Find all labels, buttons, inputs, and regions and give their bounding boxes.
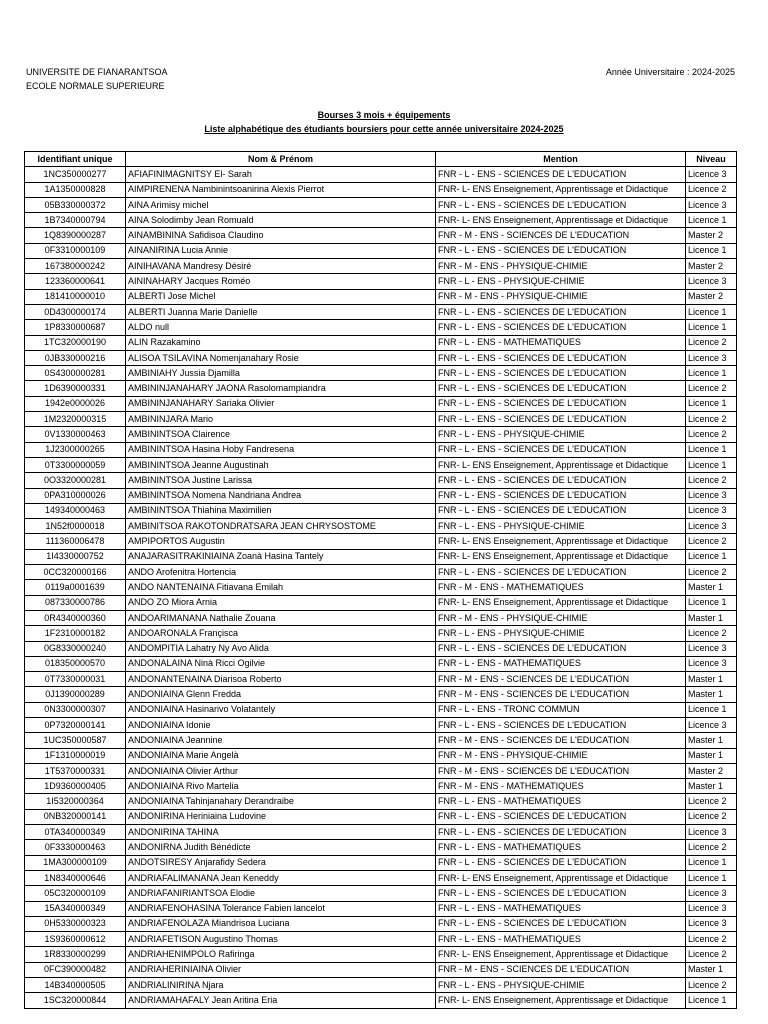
cell-id: 1I5320000364 (25, 794, 126, 809)
cell-level: Licence 1 (686, 855, 737, 870)
cell-level: Licence 2 (686, 427, 737, 442)
col-header-mention: Mention (436, 152, 686, 167)
cell-id: 15A340000349 (25, 901, 126, 916)
cell-name: AINIHAVANA Mandresy Désiré (126, 259, 436, 274)
cell-name: AMBININJANAHARY JAONA Rasolomampiandra (126, 381, 436, 396)
cell-id: 1F1310000019 (25, 748, 126, 763)
cell-id: 0O3320000281 (25, 473, 126, 488)
cell-mention: FNR - L - ENS - MATHEMATIQUES (436, 932, 686, 947)
col-header-id: Identifiant unique (25, 152, 126, 167)
cell-id: 0V1330000463 (25, 427, 126, 442)
table-row (25, 656, 737, 671)
table-row (25, 396, 737, 411)
cell-id: 0D4300000174 (25, 304, 126, 319)
cell-level: Licence 2 (686, 412, 737, 427)
cell-level: Master 2 (686, 289, 737, 304)
table-row (25, 702, 737, 717)
cell-mention: FNR - L - ENS - SCIENCES DE L'EDUCATION (436, 488, 686, 503)
cell-level: Licence 1 (686, 442, 737, 457)
table-row (25, 457, 737, 472)
cell-id: 1UC350000587 (25, 733, 126, 748)
table-row (25, 763, 737, 778)
table-row (25, 274, 737, 289)
cell-name: ANDONIAINA Rivo Martelia (126, 779, 436, 794)
cell-id: 14B340000505 (25, 978, 126, 993)
table-row (25, 412, 737, 427)
cell-mention: FNR - L - ENS - SCIENCES DE L'EDUCATION (436, 886, 686, 901)
cell-name: ANDONANTENAINA Diarisoa Roberto (126, 672, 436, 687)
cell-name: ANDRIAHERINIAINA Olivier (126, 962, 436, 977)
cell-level: Licence 3 (686, 519, 737, 534)
cell-mention: FNR - M - ENS - SCIENCES DE L'EDUCATION (436, 687, 686, 702)
cell-mention: FNR - L - ENS - SCIENCES DE L'EDUCATION (436, 809, 686, 824)
cell-mention: FNR - L - ENS - SCIENCES DE L'EDUCATION (436, 243, 686, 258)
table-row (25, 304, 737, 319)
table-row (25, 825, 737, 840)
cell-level: Master 2 (686, 763, 737, 778)
cell-id: 0H5330000323 (25, 916, 126, 931)
cell-mention: FNR - L - ENS - SCIENCES DE L'EDUCATION (436, 473, 686, 488)
cell-level: Licence 1 (686, 457, 737, 472)
cell-name: AMBININTSOA Hasina Hoby Fandresena (126, 442, 436, 457)
cell-mention: FNR - M - ENS - MATHEMATIQUES (436, 779, 686, 794)
cell-id: 1D9360000405 (25, 779, 126, 794)
cell-name: AMBININJARA Mario (126, 412, 436, 427)
cell-id: 123360000641 (25, 274, 126, 289)
cell-name: ANDRIAFALIMANANA Jean Keneddy (126, 870, 436, 885)
cell-id: 0PA310000026 (25, 488, 126, 503)
cell-level: Licence 2 (686, 626, 737, 641)
institution-header (26, 65, 168, 93)
cell-id: 0R4340000360 (25, 610, 126, 625)
cell-name: ALIN Razakamino (126, 335, 436, 350)
cell-name: ANDONALAINA Ninà Ricci Ogilvie (126, 656, 436, 671)
cell-mention: FNR - L - ENS - MATHEMATIQUES (436, 335, 686, 350)
cell-id: 0FC390000482 (25, 962, 126, 977)
table-row (25, 870, 737, 885)
cell-mention: FNR - L - ENS - MATHEMATIQUES (436, 794, 686, 809)
cell-name: ALBERTI Jose Michel (126, 289, 436, 304)
cell-id: 05C320000109 (25, 886, 126, 901)
table-row (25, 978, 737, 993)
table-row (25, 672, 737, 687)
cell-mention: FNR - L - ENS - SCIENCES DE L'EDUCATION (436, 717, 686, 732)
cell-name: ANDONIAINA Marie Angelà (126, 748, 436, 763)
cell-mention: FNR- L- ENS Enseignement, Apprentissage et Didactique (436, 870, 686, 885)
university-name: UNIVERSITE DE FIANARANTSOA (26, 67, 168, 77)
cell-id: 149340000463 (25, 503, 126, 518)
cell-mention: FNR - L - ENS - PHYSIQUE-CHIMIE (436, 626, 686, 641)
cell-id: 1A1350000828 (25, 182, 126, 197)
cell-id: 1TC320000190 (25, 335, 126, 350)
cell-level: Licence 1 (686, 213, 737, 228)
table-header-row (25, 152, 737, 167)
cell-level: Licence 2 (686, 534, 737, 549)
cell-name: ANDOARIMANANA Nathalie Zouana (126, 610, 436, 625)
cell-mention: FNR - L - ENS - SCIENCES DE L'EDUCATION (436, 320, 686, 335)
cell-id: 1M2320000315 (25, 412, 126, 427)
table-row (25, 993, 737, 1008)
cell-name: ANDO Arofenitra Hortencia (126, 565, 436, 580)
table-row (25, 687, 737, 702)
cell-id: 1Q8390000287 (25, 228, 126, 243)
cell-name: ANDONIAINA Hasinarivo Volatantely (126, 702, 436, 717)
title-line-2: Liste alphabétique des étudiants boursiers pour cette année universitaire 2024-2025 (204, 124, 564, 134)
cell-id: 0F3330000463 (25, 840, 126, 855)
cell-id: 1R8330000299 (25, 947, 126, 962)
cell-name: ANDRIAFETISON Augustino Thomas (126, 932, 436, 947)
cell-mention: FNR- L- ENS Enseignement, Apprentissage et Didactique (436, 549, 686, 564)
table-row (25, 427, 737, 442)
cell-level: Licence 2 (686, 794, 737, 809)
cell-level: Licence 3 (686, 350, 737, 365)
cell-name: ALBERTI Juanna Marie Danielle (126, 304, 436, 319)
cell-id: 1B7340000794 (25, 213, 126, 228)
cell-level: Licence 2 (686, 381, 737, 396)
cell-level: Licence 3 (686, 886, 737, 901)
cell-level: Master 1 (686, 962, 737, 977)
cell-mention: FNR - L - ENS - SCIENCES DE L'EDUCATION (436, 641, 686, 656)
cell-id: 1SC320000844 (25, 993, 126, 1008)
cell-id: 1942e0000026 (25, 396, 126, 411)
cell-name: ANDONIAINA Tahinjanahary Derandraibe (126, 794, 436, 809)
cell-id: 0G8330000240 (25, 641, 126, 656)
table-row (25, 610, 737, 625)
cell-id: 0TA340000349 (25, 825, 126, 840)
cell-id: 0T7330000031 (25, 672, 126, 687)
cell-id: 167380000242 (25, 259, 126, 274)
cell-name: ANDRIAFENOLAZA Miandrisoa Luciana (126, 916, 436, 931)
cell-level: Licence 1 (686, 595, 737, 610)
cell-id: 1F2310000182 (25, 626, 126, 641)
cell-mention: FNR - L - ENS - PHYSIQUE-CHIMIE (436, 519, 686, 534)
cell-level: Licence 1 (686, 549, 737, 564)
cell-level: Licence 2 (686, 978, 737, 993)
cell-level: Licence 2 (686, 473, 737, 488)
table-row (25, 366, 737, 381)
academic-year: Année Universitaire : 2024-2025 (605, 67, 735, 77)
cell-name: AINANIRINA Lucia Annie (126, 243, 436, 258)
cell-mention: FNR- L- ENS Enseignement, Apprentissage et Didactique (436, 457, 686, 472)
cell-id: 1NC350000277 (25, 167, 126, 182)
table-row (25, 549, 737, 564)
cell-name: AMPIPORTOS Augustin (126, 534, 436, 549)
cell-id: 0S4300000281 (25, 366, 126, 381)
table-row (25, 626, 737, 641)
cell-mention: FNR - M - ENS - PHYSIQUE-CHIMIE (436, 289, 686, 304)
cell-name: AMBININTSOA Nomena Nandriana Andrea (126, 488, 436, 503)
table-row (25, 641, 737, 656)
cell-name: ANDONIAINA Olivier Arthur (126, 763, 436, 778)
cell-name: AMBININJANAHARY Sariaka Olivier (126, 396, 436, 411)
cell-mention: FNR - L - ENS - SCIENCES DE L'EDUCATION (436, 565, 686, 580)
cell-mention: FNR - M - ENS - PHYSIQUE-CHIMIE (436, 748, 686, 763)
cell-name: ANDO NANTENAINA Fitiavana Emilah (126, 580, 436, 595)
cell-id: 0CC320000166 (25, 565, 126, 580)
cell-level: Licence 2 (686, 932, 737, 947)
col-header-name: Nom & Prénom (126, 152, 436, 167)
cell-level: Master 2 (686, 228, 737, 243)
table-row (25, 488, 737, 503)
cell-mention: FNR - L - ENS - SCIENCES DE L'EDUCATION (436, 396, 686, 411)
cell-level: Master 1 (686, 687, 737, 702)
cell-name: ANDOARONALA Françisca (126, 626, 436, 641)
cell-level: Master 1 (686, 733, 737, 748)
cell-level: Licence 3 (686, 503, 737, 518)
cell-mention: FNR - L - ENS - MATHEMATIQUES (436, 656, 686, 671)
table-row (25, 809, 737, 824)
cell-level: Licence 2 (686, 840, 737, 855)
table-row (25, 350, 737, 365)
cell-name: AINA Arimisy michel (126, 197, 436, 212)
cell-level: Master 1 (686, 580, 737, 595)
cell-level: Master 1 (686, 672, 737, 687)
cell-id: 0P7320000141 (25, 717, 126, 732)
cell-id: 1N8340000646 (25, 870, 126, 885)
cell-mention: FNR - L - ENS - SCIENCES DE L'EDUCATION (436, 412, 686, 427)
cell-level: Master 1 (686, 748, 737, 763)
cell-id: 0JB330000216 (25, 350, 126, 365)
cell-level: Licence 1 (686, 993, 737, 1008)
cell-mention: FNR - L - ENS - MATHEMATIQUES (436, 901, 686, 916)
cell-level: Licence 1 (686, 366, 737, 381)
table-row (25, 182, 737, 197)
cell-mention: FNR - L - ENS - SCIENCES DE L'EDUCATION (436, 167, 686, 182)
cell-level: Licence 3 (686, 825, 737, 840)
cell-mention: FNR - M - ENS - MATHEMATIQUES (436, 580, 686, 595)
cell-name: ANDOTSIRESY Anjarafidy Sedera (126, 855, 436, 870)
cell-id: 018350000570 (25, 656, 126, 671)
cell-name: AMBININTSOA Jeanne Augustinah (126, 457, 436, 472)
cell-mention: FNR - L - ENS - SCIENCES DE L'EDUCATION (436, 825, 686, 840)
cell-name: AFIAFINIMAGNITSY El- Sarah (126, 167, 436, 182)
cell-level: Licence 3 (686, 901, 737, 916)
cell-id: 1N52f0000018 (25, 519, 126, 534)
cell-mention: FNR - L - ENS - TRONC COMMUN (436, 702, 686, 717)
table-row (25, 228, 737, 243)
cell-mention: FNR - M - ENS - SCIENCES DE L'EDUCATION (436, 763, 686, 778)
table-row (25, 213, 737, 228)
cell-name: ANDO ZO Miora Arnia (126, 595, 436, 610)
table-row (25, 855, 737, 870)
cell-mention: FNR- L- ENS Enseignement, Apprentissage et Didactique (436, 182, 686, 197)
cell-level: Licence 3 (686, 197, 737, 212)
cell-level: Licence 1 (686, 396, 737, 411)
cell-level: Master 2 (686, 259, 737, 274)
table-row (25, 565, 737, 580)
table-row (25, 962, 737, 977)
cell-level: Master 1 (686, 779, 737, 794)
cell-name: AININAHARY Jacques Roméo (126, 274, 436, 289)
table-row (25, 932, 737, 947)
cell-mention: FNR - L - ENS - SCIENCES DE L'EDUCATION (436, 855, 686, 870)
cell-name: AIMPIRENENA Nambinintsoanirina Alexis Pierrot (126, 182, 436, 197)
cell-level: Licence 3 (686, 274, 737, 289)
cell-level: Licence 3 (686, 717, 737, 732)
cell-mention: FNR - L - ENS - SCIENCES DE L'EDUCATION (436, 350, 686, 365)
cell-mention: FNR- L- ENS Enseignement, Apprentissage et Didactique (436, 993, 686, 1008)
school-name: ECOLE NORMALE SUPERIEURE (26, 81, 165, 91)
cell-mention: FNR - L - ENS - PHYSIQUE-CHIMIE (436, 274, 686, 289)
cell-name: AMBININTSOA Thiahina Maximilien (126, 503, 436, 518)
cell-name: ANDONIRINA TAHINA (126, 825, 436, 840)
table-row (25, 442, 737, 457)
cell-level: Licence 3 (686, 916, 737, 931)
cell-name: AINAMBININA Safidisoa Claudino (126, 228, 436, 243)
cell-level: Licence 1 (686, 702, 737, 717)
table-row (25, 197, 737, 212)
table-row (25, 320, 737, 335)
cell-mention: FNR - L - ENS - SCIENCES DE L'EDUCATION (436, 503, 686, 518)
cell-id: 0F3310000109 (25, 243, 126, 258)
table-row (25, 748, 737, 763)
cell-name: ANDRIAMAHAFALY Jean Aritina Eria (126, 993, 436, 1008)
cell-level: Licence 2 (686, 335, 737, 350)
cell-id: 1I4330000752 (25, 549, 126, 564)
table-row (25, 503, 737, 518)
cell-mention: FNR - L - ENS - SCIENCES DE L'EDUCATION (436, 381, 686, 396)
cell-level: Licence 3 (686, 488, 737, 503)
cell-mention: FNR - L - ENS - SCIENCES DE L'EDUCATION (436, 197, 686, 212)
table-row (25, 580, 737, 595)
cell-name: AMBININTSOA Justine Larissa (126, 473, 436, 488)
cell-name: ANDRIAHENIMPOLO Rafiringa (126, 947, 436, 962)
cell-id: 1T5370000331 (25, 763, 126, 778)
cell-name: ANDRIAFENOHASINA Tolerance Fabien lancelot (126, 901, 436, 916)
table-row (25, 901, 737, 916)
table-row (25, 916, 737, 931)
cell-level: Licence 1 (686, 870, 737, 885)
table-row (25, 947, 737, 962)
cell-level: Licence 2 (686, 182, 737, 197)
cell-level: Licence 3 (686, 656, 737, 671)
cell-mention: FNR - M - ENS - PHYSIQUE-CHIMIE (436, 610, 686, 625)
cell-mention: FNR - M - ENS - SCIENCES DE L'EDUCATION (436, 228, 686, 243)
table-row (25, 794, 737, 809)
cell-name: ANDRIAFANIRIANTSOA Elodie (126, 886, 436, 901)
cell-id: 0119a0001639 (25, 580, 126, 595)
table-row (25, 243, 737, 258)
cell-name: ALDO null (126, 320, 436, 335)
cell-name: AMBINITSOA RAKOTONDRATSARA JEAN CHRYSOSTOME (126, 519, 436, 534)
cell-name: ANDOMPITIA Lahatry Ny Avo Alida (126, 641, 436, 656)
cell-mention: FNR - M - ENS - SCIENCES DE L'EDUCATION (436, 672, 686, 687)
table-row (25, 259, 737, 274)
cell-name: ANAJARASITRAKINIAINA Zoanà Hasina Tantely (126, 549, 436, 564)
cell-name: ANDONIRINA Heriniaina Ludovine (126, 809, 436, 824)
cell-name: ANDONIRNA Judith Bénédicte (126, 840, 436, 855)
table-row (25, 335, 737, 350)
cell-id: 0T3300000059 (25, 457, 126, 472)
table-row (25, 595, 737, 610)
table-row (25, 381, 737, 396)
cell-id: 111360006478 (25, 534, 126, 549)
title-line-1: Bourses 3 mois + équipements (317, 110, 451, 120)
cell-mention: FNR - M - ENS - PHYSIQUE-CHIMIE (436, 259, 686, 274)
cell-level: Licence 1 (686, 320, 737, 335)
cell-mention: FNR - L - ENS - PHYSIQUE-CHIMIE (436, 427, 686, 442)
cell-mention: FNR - L - ENS - SCIENCES DE L'EDUCATION (436, 304, 686, 319)
table-row (25, 840, 737, 855)
cell-id: 181410000010 (25, 289, 126, 304)
table-row (25, 289, 737, 304)
cell-id: 1J2300000265 (25, 442, 126, 457)
table-row (25, 167, 737, 182)
cell-name: ANDONIAINA Glenn Fredda (126, 687, 436, 702)
cell-mention: FNR - M - ENS - SCIENCES DE L'EDUCATION (436, 962, 686, 977)
cell-name: ALISOA TSILAVINA Nomenjanahary Rosie (126, 350, 436, 365)
cell-level: Licence 3 (686, 641, 737, 656)
table-row (25, 534, 737, 549)
cell-id: 1S9360000612 (25, 932, 126, 947)
table-row (25, 473, 737, 488)
cell-name: ANDRIALINIRINA Njara (126, 978, 436, 993)
cell-name: AMBININTSOA Clairence (126, 427, 436, 442)
cell-id: 1D6390000331 (25, 381, 126, 396)
table-row (25, 717, 737, 732)
document-titles (0, 108, 768, 136)
cell-level: Licence 2 (686, 565, 737, 580)
cell-level: Licence 1 (686, 304, 737, 319)
table-row (25, 733, 737, 748)
cell-mention: FNR - L - ENS - MATHEMATIQUES (436, 840, 686, 855)
cell-id: 05B330000372 (25, 197, 126, 212)
cell-level: Licence 3 (686, 167, 737, 182)
cell-id: 1P8330000687 (25, 320, 126, 335)
table-row (25, 886, 737, 901)
cell-mention: FNR- L- ENS Enseignement, Apprentissage et Didactique (436, 213, 686, 228)
cell-name: AMBINIAHY Jussia Djamilla (126, 366, 436, 381)
cell-id: 1MA300000109 (25, 855, 126, 870)
cell-id: 0N3300000307 (25, 702, 126, 717)
cell-mention: FNR - L - ENS - SCIENCES DE L'EDUCATION (436, 916, 686, 931)
cell-level: Master 1 (686, 610, 737, 625)
cell-id: 087330000786 (25, 595, 126, 610)
cell-mention: FNR- L- ENS Enseignement, Apprentissage et Didactique (436, 534, 686, 549)
students-table (24, 151, 737, 1009)
table-row (25, 779, 737, 794)
cell-name: ANDONIAINA Jeannine (126, 733, 436, 748)
cell-mention: FNR- L- ENS Enseignement, Apprentissage et Didactique (436, 947, 686, 962)
cell-name: AINA Solodimby Jean Romuald (126, 213, 436, 228)
col-header-level: Niveau (686, 152, 737, 167)
cell-level: Licence 2 (686, 947, 737, 962)
cell-mention: FNR - L - ENS - SCIENCES DE L'EDUCATION (436, 442, 686, 457)
table-row (25, 519, 737, 534)
cell-mention: FNR - L - ENS - SCIENCES DE L'EDUCATION (436, 366, 686, 381)
cell-id: 0NB320000141 (25, 809, 126, 824)
cell-mention: FNR- L- ENS Enseignement, Apprentissage et Didactique (436, 595, 686, 610)
cell-level: Licence 1 (686, 243, 737, 258)
cell-mention: FNR - M - ENS - SCIENCES DE L'EDUCATION (436, 733, 686, 748)
cell-mention: FNR - L - ENS - PHYSIQUE-CHIMIE (436, 978, 686, 993)
cell-id: 0J1390000289 (25, 687, 126, 702)
cell-name: ANDONIAINA Idonie (126, 717, 436, 732)
cell-level: Licence 2 (686, 809, 737, 824)
